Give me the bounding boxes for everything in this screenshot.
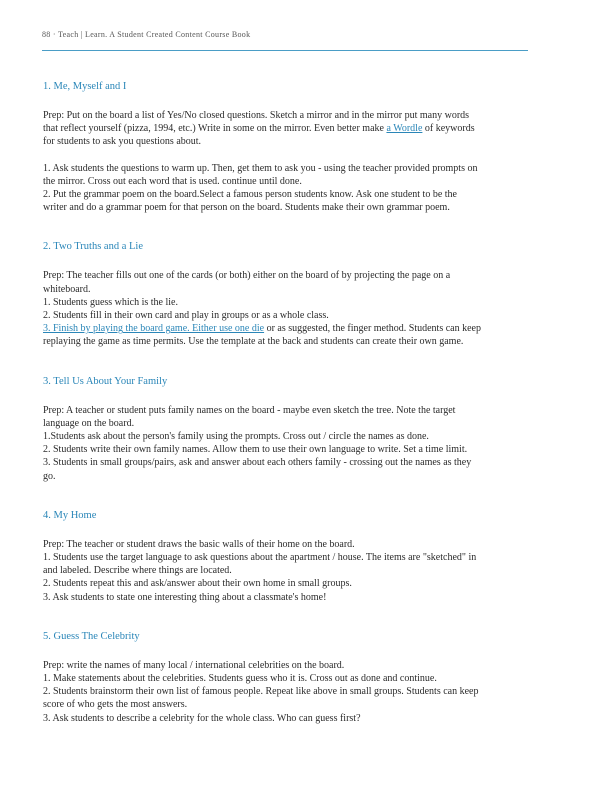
running-header: 88 · Teach | Learn. A Student Created Content Course Book [42, 30, 251, 39]
section-me-myself-and-i [43, 80, 483, 214]
section-title: 5. Guess The Celebrity [43, 630, 140, 642]
prep-and-steps-paragraph [43, 404, 483, 483]
board-game-link[interactable]: 3. Finish by playing the board game. Either use one die [43, 323, 265, 335]
step-item [43, 322, 483, 348]
section-title: 4. My Home [43, 509, 97, 521]
step-item: 2. Put the grammar poem on the board.Select a famous person students know. Ask one student to be the writer and do a grammar poem for that person on the board. Students make their own grammar poem. [43, 189, 457, 214]
section-title: 1. Me, Myself and I [43, 81, 127, 92]
section-tell-us-about-your-family [43, 375, 483, 483]
step-item: 1. Make statements about the celebrities. Students guess who it is. Cross out as done and continue. [43, 673, 437, 685]
step-item: 3. Ask students to describe a celebrity for the whole class. Who can guess first? [43, 712, 361, 724]
step-item: 3. Ask students to state one interesting thing about a classmate's home! [43, 591, 327, 603]
section-title: 3. Tell Us About Your Family [43, 375, 168, 387]
step-item: 2. Students repeat this and ask/answer about their own home in small groups. [43, 578, 352, 590]
step-item: 1. Students guess which is the lie. [43, 296, 178, 308]
prep-and-steps-paragraph [43, 269, 483, 348]
prep-text: Prep: The teacher fills out one of the cards (or both) either on the board of by projecting the page on a whiteboard. [43, 270, 451, 295]
step-item: 3. Students in small groups/pairs, ask and answer about each others family - crossing out the names as they go. [43, 457, 472, 482]
prep-text: Prep: Put on the board a list of Yes/No closed questions. Sketch a mirror and in the mirror put many words that reflect yourself (pizza, 1994, etc.) Write in some on the mirror. Even better make [43, 110, 470, 135]
step-item-continued: or as suggested, the finger method. Students can keep replaying the game as time permits. Use the template at the back and students can create their own game. [43, 323, 481, 348]
steps-paragraph [43, 162, 483, 215]
section-title: 2. Two Truths and a Lie [43, 241, 143, 253]
section-two-truths-and-a-lie [43, 240, 483, 348]
prep-text-continued: of keywords for students to ask you questions about. [43, 123, 475, 148]
prep-and-steps-paragraph [43, 659, 483, 725]
prep-paragraph [43, 109, 483, 149]
section-guess-the-celebrity [43, 630, 483, 725]
wordle-link[interactable]: a Wordle [386, 123, 423, 135]
step-item: 1. Ask students the questions to warm up. Then, get them to ask you - using the teacher provided prompts on the mirror. Cross out each word that is used. continue until done. [43, 162, 478, 187]
step-item: 1. Students use the target language to ask questions about the apartment / house. The items are "sketched" in and labeled. Describe where things are located. [43, 552, 477, 577]
main-content [43, 80, 483, 751]
section-my-home [43, 509, 483, 604]
prep-text: Prep: The teacher or student draws the basic walls of their home on the board. [43, 538, 355, 550]
header-divider [42, 50, 528, 51]
step-item: 2. Students write their own family names. Allow them to use their own language to write. Set a time limit. [43, 444, 468, 456]
step-item: 2. Students fill in their own card and play in groups or as a whole class. [43, 310, 329, 322]
step-item: 1.Students ask about the person's family using the prompts. Cross out / circle the names as done. [43, 431, 429, 443]
prep-text: Prep: A teacher or student puts family names on the board - maybe even sketch the tree. Note the target language on the board. [43, 404, 456, 429]
prep-and-steps-paragraph [43, 538, 483, 604]
step-item: 2. Students brainstorm their own list of famous people. Repeat like above in small groups. Students can keep score of who gets the most answers. [43, 686, 479, 711]
prep-text: Prep: write the names of many local / international celebrities on the board. [43, 659, 345, 671]
